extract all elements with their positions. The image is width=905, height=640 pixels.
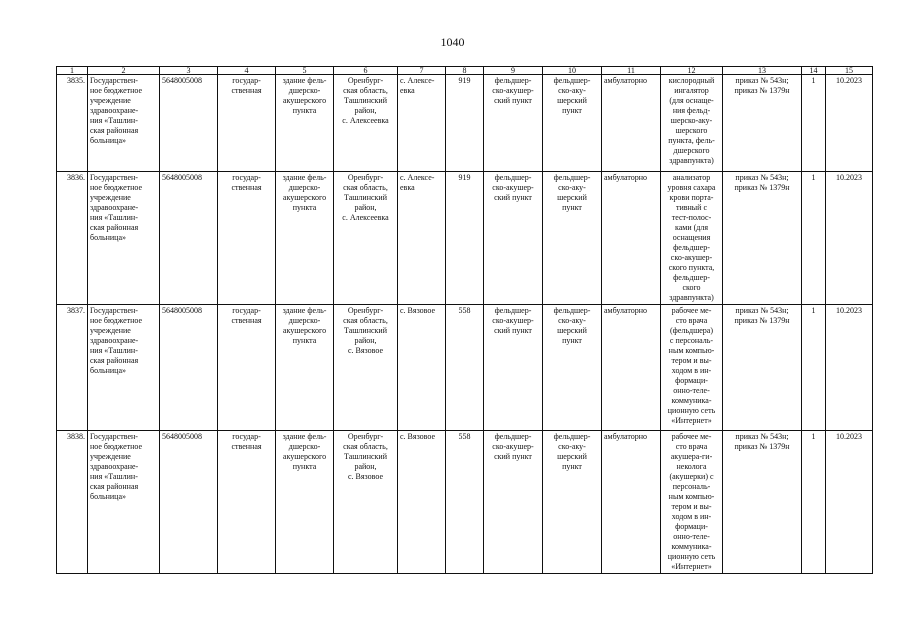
cell-inn: 5648005008 <box>160 172 218 305</box>
cell-date: 10.2023 <box>826 172 873 305</box>
cell-building: здание фель- дшерско- акушерского пункта <box>276 75 334 172</box>
cell-row-number: 3836. <box>57 172 88 305</box>
cell-institution: Государствен- ное бюджетное учреждение здравоохране- ния «Ташлин- ская районная больница» <box>88 305 160 431</box>
cell-care-form: амбулаторно <box>602 305 661 431</box>
cell-unit: фельдшер- ско-аку- шерский пункт <box>543 172 602 305</box>
cell-settlement: с. Вязовое <box>398 305 446 431</box>
cell-building: здание фель- дшерско- акушерского пункта <box>276 305 334 431</box>
cell-unit-type: фельдшер- ско-акушер- ский пункт <box>484 305 543 431</box>
cell-date: 10.2023 <box>826 75 873 172</box>
cell-quantity: 1 <box>802 431 826 574</box>
cell-order: приказ № 543н; приказ № 1379н <box>723 431 802 574</box>
cell-address: Оренбург- ская область, Ташлинский район, с. Алексеевка <box>334 172 398 305</box>
column-header: 12 <box>661 67 723 75</box>
cell-unit: фельдшер- ско-аку- шерский пункт <box>543 305 602 431</box>
cell-population: 558 <box>446 305 484 431</box>
cell-inn: 5648005008 <box>160 75 218 172</box>
cell-settlement: с. Алексе- евка <box>398 172 446 305</box>
table-row <box>57 172 873 305</box>
column-header: 5 <box>276 67 334 75</box>
cell-building: здание фель- дшерско- акушерского пункта <box>276 172 334 305</box>
cell-address: Оренбург- ская область, Ташлинский район, с. Алексеевка <box>334 75 398 172</box>
table-row <box>57 75 873 172</box>
cell-equipment: кислородный ингалятор (для оснаще- ния фельд- шерско-аку- шерского пункта, фель- дшерского здравпункта) <box>661 75 723 172</box>
cell-order: приказ № 543н; приказ № 1379н <box>723 172 802 305</box>
cell-building: здание фель- дшерско- акушерского пункта <box>276 431 334 574</box>
registry-table <box>56 66 873 574</box>
cell-quantity: 1 <box>802 75 826 172</box>
cell-quantity: 1 <box>802 305 826 431</box>
column-header: 1 <box>57 67 88 75</box>
cell-inn: 5648005008 <box>160 305 218 431</box>
cell-equipment: анализатор уровня сахара крови порта- тивный с тест-полос- ками (для оснащения фельдшер- ско-акушер- ского пункта, фельдшер- ского здравпункта) <box>661 172 723 305</box>
page-number: 1040 <box>440 35 465 49</box>
table-row <box>57 431 873 574</box>
column-header: 6 <box>334 67 398 75</box>
column-header: 11 <box>602 67 661 75</box>
column-header: 2 <box>88 67 160 75</box>
cell-population: 558 <box>446 431 484 574</box>
cell-care-form: амбулаторно <box>602 75 661 172</box>
cell-settlement: с. Вязовое <box>398 431 446 574</box>
cell-institution: Государствен- ное бюджетное учреждение здравоохране- ния «Ташлин- ская районная больница» <box>88 75 160 172</box>
cell-row-number: 3837. <box>57 305 88 431</box>
cell-equipment: рабочее ме- сто врача акушера-ги- неколога (акушерки) с персональ- ным компью- тером и вы- ходом в ин- формаци- онно-теле- коммуника- ционную сеть «Интернет» <box>661 431 723 574</box>
cell-address: Оренбург- ская область, Ташлинский район, с. Вязовое <box>334 431 398 574</box>
cell-care-form: амбулаторно <box>602 431 661 574</box>
column-header: 8 <box>446 67 484 75</box>
column-header: 15 <box>826 67 873 75</box>
cell-unit: фельдшер- ско-аку- шерский пункт <box>543 431 602 574</box>
column-header: 14 <box>802 67 826 75</box>
cell-address: Оренбург- ская область, Ташлинский район, с. Вязовое <box>334 305 398 431</box>
cell-date: 10.2023 <box>826 305 873 431</box>
cell-institution: Государствен- ное бюджетное учреждение здравоохране- ния «Ташлин- ская районная больница» <box>88 172 160 305</box>
column-header: 13 <box>723 67 802 75</box>
cell-institution: Государствен- ное бюджетное учреждение здравоохране- ния «Ташлин- ская районная больница» <box>88 431 160 574</box>
cell-ownership: государ- ственная <box>218 305 276 431</box>
column-header: 4 <box>218 67 276 75</box>
cell-order: приказ № 543н; приказ № 1379н <box>723 75 802 172</box>
cell-row-number: 3838. <box>57 431 88 574</box>
cell-ownership: государ- ственная <box>218 172 276 305</box>
cell-unit-type: фельдшер- ско-акушер- ский пункт <box>484 431 543 574</box>
cell-ownership: государ- ственная <box>218 431 276 574</box>
cell-settlement: с. Алексе- евка <box>398 75 446 172</box>
cell-order: приказ № 543н; приказ № 1379н <box>723 305 802 431</box>
cell-inn: 5648005008 <box>160 431 218 574</box>
table-row <box>57 305 873 431</box>
cell-unit: фельдшер- ско-аку- шерский пункт <box>543 75 602 172</box>
column-number-row <box>57 67 873 75</box>
column-header: 10 <box>543 67 602 75</box>
cell-ownership: государ- ственная <box>218 75 276 172</box>
cell-population: 919 <box>446 75 484 172</box>
column-header: 9 <box>484 67 543 75</box>
column-header: 3 <box>160 67 218 75</box>
cell-care-form: амбулаторно <box>602 172 661 305</box>
cell-unit-type: фельдшер- ско-акушер- ский пункт <box>484 172 543 305</box>
cell-quantity: 1 <box>802 172 826 305</box>
cell-equipment: рабочее ме- сто врача (фельдшера) с персональ- ным компью- тером и вы- ходом в ин- формаци- онно-теле- коммуника- ционную сеть «Интернет» <box>661 305 723 431</box>
cell-date: 10.2023 <box>826 431 873 574</box>
cell-population: 919 <box>446 172 484 305</box>
cell-row-number: 3835. <box>57 75 88 172</box>
column-header: 7 <box>398 67 446 75</box>
cell-unit-type: фельдшер- ско-акушер- ский пункт <box>484 75 543 172</box>
